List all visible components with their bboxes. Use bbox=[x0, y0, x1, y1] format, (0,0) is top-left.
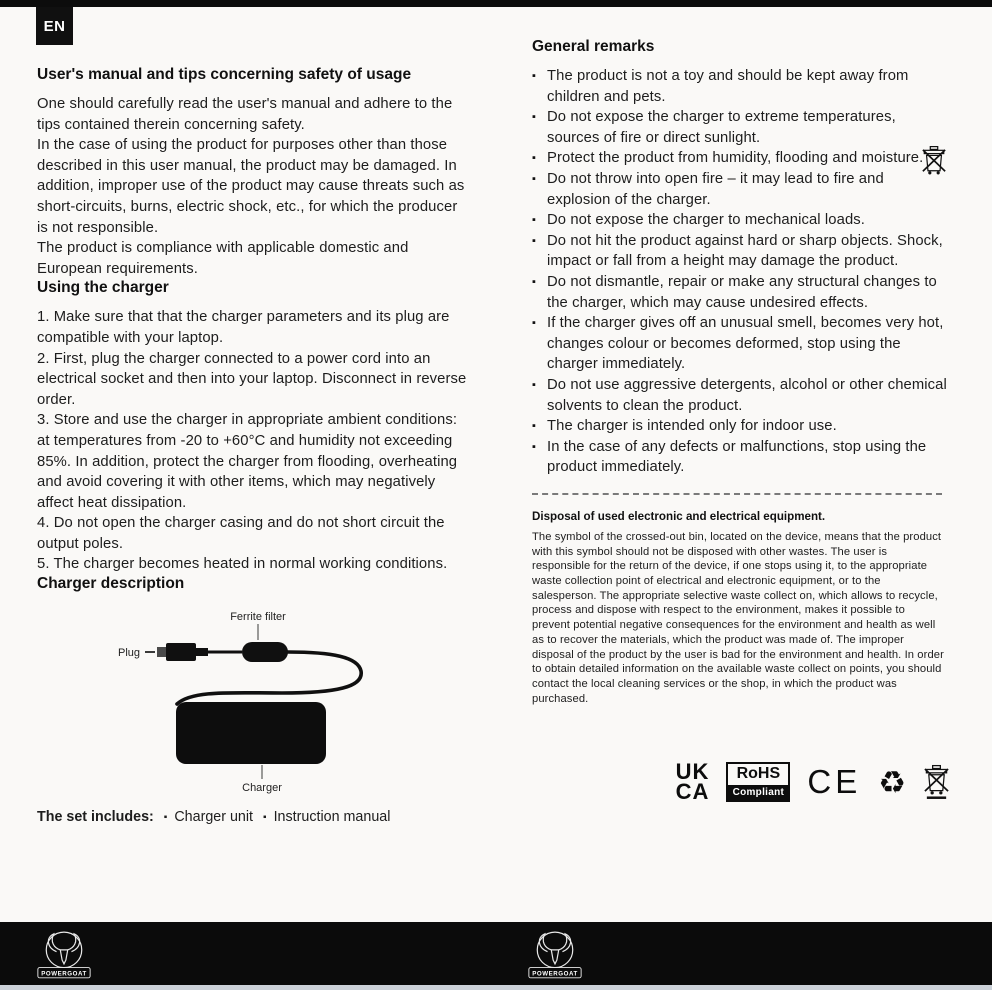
set-includes-item: ▪ Charger unit bbox=[154, 809, 253, 825]
dashed-divider bbox=[532, 493, 942, 495]
general-remark-item: ▪ Do not use aggressive detergents, alcohol or other chemical solvents to clean the product. bbox=[532, 375, 950, 416]
weee-bin-icon bbox=[923, 764, 950, 800]
set-includes bbox=[37, 809, 471, 825]
disposal-heading: Disposal of used electronic and electrical equipment. bbox=[532, 509, 826, 523]
recycle-icon: ♻ bbox=[878, 764, 906, 800]
safety-heading: User's manual and tips concerning safety of usage bbox=[37, 66, 412, 83]
ukca-mark: UK CA bbox=[675, 759, 710, 805]
safety-paragraph: In the case of using the product for purposes other than those described in this user manual, the product may be damaged. In addition, improper use of the product may cause threats such as short-circuits, burns, electric shock, etc., for which the producer is not responsible. bbox=[37, 137, 465, 236]
set-includes-items bbox=[154, 809, 391, 825]
general-remarks-heading: General remarks bbox=[532, 38, 655, 55]
general-remark-item: ▪ Do not dismantle, repair or make any structural changes to the charger, which may cause undesired effects. bbox=[532, 272, 950, 313]
general-remark-item: ▪ Do not expose the charger to extreme temperatures, sources of fire or direct sunlight. bbox=[532, 107, 950, 148]
rohs-badge: RoHS Compliant bbox=[726, 762, 790, 802]
ce-mark: CE bbox=[807, 763, 862, 801]
using-charger-step: 1. Make sure that that the charger parameters and its plug are compatible with your laptop. bbox=[37, 309, 450, 346]
charger-brick bbox=[176, 702, 326, 764]
charger-description-heading: Charger description bbox=[37, 575, 185, 593]
ferrite-filter-shape bbox=[242, 642, 288, 662]
top-strip bbox=[0, 0, 992, 7]
set-includes-label: The set includes: bbox=[37, 809, 154, 826]
using-charger-steps bbox=[37, 307, 471, 575]
using-charger-step: 5. The charger becomes heated in normal working conditions. bbox=[37, 556, 448, 573]
scan-edge bbox=[0, 985, 992, 990]
disposal-body: The symbol of the crossed-out bin, located on the device, means that the product with this symbol should not be disposed with other wastes. The user is responsible for the return of the device, if one stops using it, to the appropriate waste collection point of electrical and electronic equipment, or to the salesperson. The appropriate selective waste collect on, which allows to recycle, process and dispose with respect to the environment, makes it possible to prevent potential negative consequences for the environment and health as well as to recover the materials, which the product was made of. The improper disposal of the product by the user is bad for the environment and health. In order to obtain detailed information on the available waste collect on points, you should contact the local cleaning services or the shop, in which the product was purchased. bbox=[532, 530, 944, 705]
safety-paragraph: One should carefully read the user's manual and adhere to the tips contained therein concerning safety. bbox=[37, 96, 453, 133]
using-charger-step: 2. First, plug the charger connected to a power cord into an electrical socket and then into your laptop. Disconnect in reverse order. bbox=[37, 350, 467, 408]
compliance-marks bbox=[532, 759, 950, 805]
general-remark-item: ▪ If the charger gives off an unusual smell, becomes very hot, changes colour or becomes deformed, stop using the charger immediately. bbox=[532, 313, 950, 375]
plug-label: Plug bbox=[118, 647, 141, 660]
powergoat-logo bbox=[527, 928, 583, 986]
general-remark-item: ▪ In the case of any defects or malfunctions, stop using the product immediately. bbox=[532, 437, 950, 478]
plug-body bbox=[166, 643, 196, 661]
left-column bbox=[37, 66, 471, 825]
plug-tip bbox=[157, 647, 166, 657]
footer-bar bbox=[0, 922, 992, 985]
general-remark-item: ▪ The charger is intended only for indoor use. bbox=[532, 416, 950, 437]
powergoat-wordmark: POWERGOAT bbox=[41, 970, 87, 978]
right-column bbox=[532, 38, 950, 805]
general-remark-item: ▪ The product is not a toy and should be kept away from children and pets. bbox=[532, 66, 950, 107]
safety-paragraph: The product is compliance with applicable domestic and European requirements. bbox=[37, 240, 409, 277]
general-remark-item: ▪ Protect the product from humidity, flooding and moisture. bbox=[532, 148, 950, 169]
general-remark-item: ▪ Do not expose the charger to mechanical loads. bbox=[532, 210, 950, 231]
ferrite-filter-label: Ferrite filter bbox=[230, 611, 286, 624]
safety-paragraphs bbox=[37, 94, 471, 279]
set-includes-item: ▪ Instruction manual bbox=[253, 809, 390, 825]
powergoat-logo bbox=[36, 928, 92, 986]
using-charger-heading: Using the charger bbox=[37, 279, 169, 297]
language-badge bbox=[36, 7, 73, 45]
powergoat-wordmark: POWERGOAT bbox=[532, 970, 578, 978]
language-badge-label: EN bbox=[43, 17, 66, 35]
general-remark-item: ▪ Do not throw into open fire – it may lead to fire and explosion of the charger. bbox=[532, 169, 950, 210]
general-remarks-list bbox=[532, 66, 950, 478]
general-remark-item: ▪ Do not hit the product against hard or sharp objects. Shock, impact or fall from a height may damage the product. bbox=[532, 231, 950, 272]
weee-bin-icon-top bbox=[921, 145, 947, 182]
charger-diagram bbox=[110, 607, 471, 799]
charger-diagram-svg bbox=[110, 607, 450, 794]
charger-label: Charger bbox=[242, 782, 282, 795]
using-charger-step: 4. Do not open the charger casing and do not short circuit the output poles. bbox=[37, 515, 445, 552]
using-charger-step: 3. Store and use the charger in appropriate ambient conditions: at temperatures from -20 to +60°C and humidity not exceeding 85%. In addition, protect the charger from flooding, overheating and avoid covering it with other items, which may negatively affect heat dissipation. bbox=[37, 412, 458, 511]
